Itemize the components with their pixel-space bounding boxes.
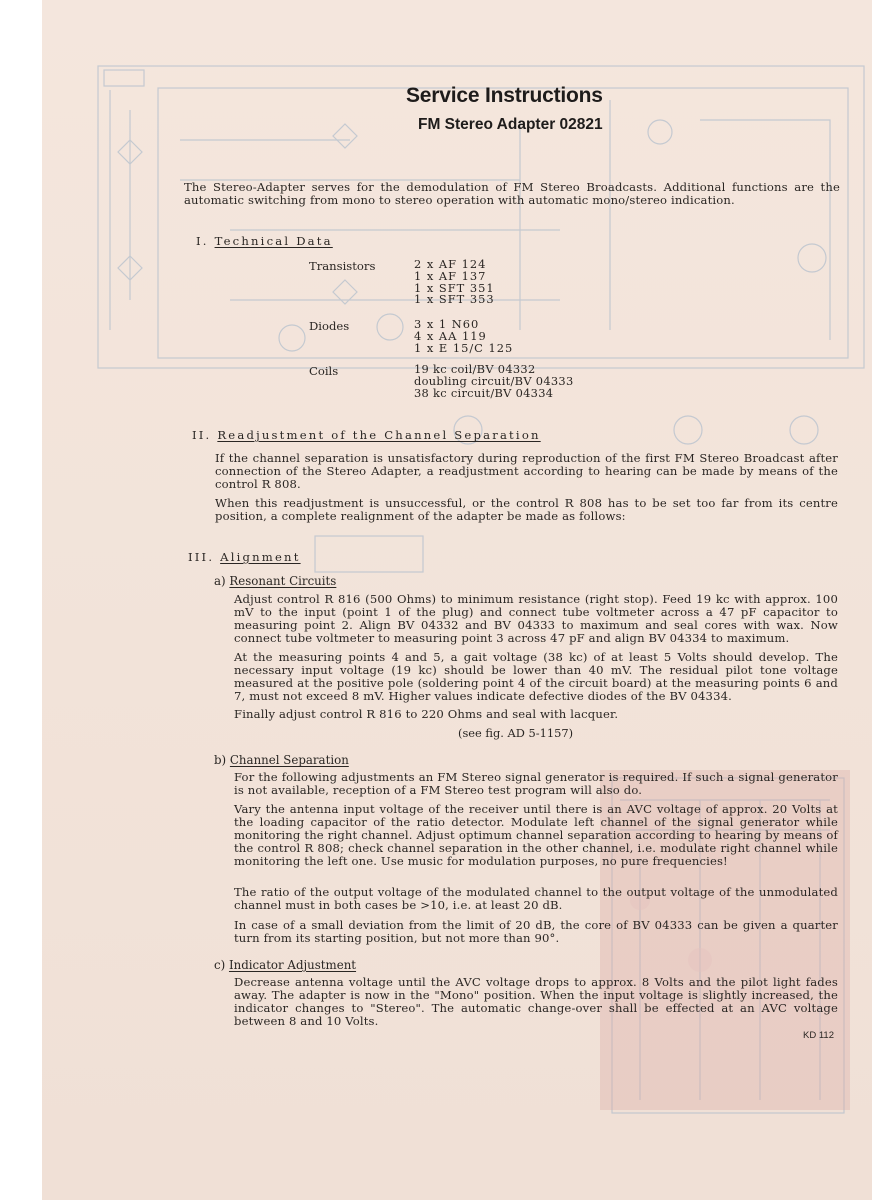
- section-1-number: I.: [196, 234, 209, 248]
- transistor-item: 1 x SFT 351: [414, 280, 495, 295]
- transistors-list: [414, 259, 495, 306]
- intro-paragraph: The Stereo-Adapter serves for the demodulation of FM Stereo Broadcasts. Additional functions are the automatic switching from mono to stereo operation with automatic mono/stereo indication.: [184, 180, 840, 207]
- subsection-b-paragraph: In case of a small deviation from the limit of 20 dB, the core of BV 04333 can be given a quarter turn from its starting position, but not more than 90°.: [234, 918, 838, 945]
- subsection-a-paragraph: At the measuring points 4 and 5, a gait voltage (38 kc) of at least 5 Volts should develop. The necessary input voltage (19 kc) should be lower than 40 mV. The residual pilot tone voltage measured at the positive pole (soldering point 4 of the circuit board) at the measuring points 6 and 7, must not exceed 8 mV. Higher values indicate defective diodes of the BV 04334.: [234, 650, 838, 703]
- subsection-a-letter: a): [214, 574, 226, 588]
- coils-list: [414, 364, 574, 399]
- subsection-b-heading: [214, 753, 349, 767]
- subsection-c-paragraph: Decrease antenna voltage until the AVC voltage drops to approx. 8 Volts and the pilot light fades away. The adapter is now in the "Mono" position. When the input voltage is slightly increased, the indicator changes to "Stereo". The automatic change-over shall be effected at an AVC voltage between 8 and 10 Volts.: [234, 975, 838, 1028]
- section-3-number: III.: [188, 550, 215, 564]
- section-3-heading: [188, 550, 301, 564]
- section-3-title: Alignment: [220, 550, 301, 564]
- subsection-b-paragraph: For the following adjustments an FM Stereo signal generator is required. If such a signal generator is not available, reception of a FM Stereo test program will also do.: [234, 770, 838, 797]
- section-2-paragraph: If the channel separation is unsatisfactory during reproduction of the first FM Stereo Broadcast after connection of the Stereo Adapter, a readjustment according to hearing can be made by means of the control R 808.: [215, 451, 838, 491]
- coils-label: Coils: [309, 364, 339, 378]
- section-2-heading: [192, 428, 541, 442]
- subsection-b-paragraph: The ratio of the output voltage of the modulated channel to the output voltage of the unmodulated channel must in both cases be >10, i.e. at least 20 dB.: [234, 885, 838, 912]
- coil-item: 38 kc circuit/BV 04334: [414, 385, 554, 400]
- transistor-item: 1 x AF 137: [414, 268, 487, 283]
- subsection-c-heading: [214, 958, 356, 972]
- section-2-title: Readjustment of the Channel Separation: [217, 428, 541, 442]
- diode-item: 3 x 1 N60: [414, 317, 480, 331]
- subsection-a-title: Resonant Circuits: [229, 574, 337, 588]
- subsection-a-heading: [214, 574, 336, 588]
- section-1-title: Technical Data: [214, 234, 333, 248]
- section-2-paragraph: When this readjustment is unsuccessful, or the control R 808 has to be set too far from its centre position, a complete realignment of the adapter be made as follows:: [215, 496, 838, 523]
- section-1-heading: [196, 234, 333, 248]
- subsection-a-paragraph: Adjust control R 816 (500 Ohms) to minimum resistance (right stop). Feed 19 kc with approx. 100 mV to the input (point 1 of the plug) and connect tube voltmeter across a 47 pF capacitor to measuring point 2. Align BV 04332 and BV 04333 to maximum and seal cores with wax. Now connect tube voltmeter to measuring point 3 across 47 pF and align BV 04334 to maximum.: [234, 592, 838, 645]
- coil-item: 19 kc coil/BV 04332: [414, 362, 536, 376]
- section-2-number: II.: [192, 428, 212, 442]
- subsection-c-letter: c): [214, 958, 226, 972]
- transistors-label: Transistors: [309, 259, 376, 273]
- subsection-b-paragraph: Vary the antenna input voltage of the receiver until there is an AVC voltage of approx. 20 Volts at the loading capacitor of the ratio detector. Modulate left channel of the signal generator while monitoring the right channel. Adjust optimum channel separation according to hearing by means of the control R 808; check channel separation in the other channel, i.e. modulate right channel while monitoring the left one. Use music for modulation purposes, no pure frequencies!: [234, 802, 838, 868]
- diode-item: 1 x E 15/C 125: [414, 340, 514, 355]
- diode-item: 4 x AA 119: [414, 328, 487, 343]
- diodes-label: Diodes: [309, 319, 350, 333]
- diodes-list: [414, 319, 513, 354]
- document-code: KD 112: [803, 1030, 834, 1041]
- transistor-item: 1 x SFT 353: [414, 292, 495, 307]
- page-title: Service Instructions: [406, 84, 603, 107]
- subsection-b-title: Channel Separation: [229, 753, 349, 767]
- page-subtitle: FM Stereo Adapter 02821: [418, 116, 603, 133]
- subsection-a-paragraph: Finally adjust control R 816 to 220 Ohms and seal with lacquer.: [234, 707, 619, 721]
- coil-item: doubling circuit/BV 04333: [414, 373, 574, 388]
- transistor-item: 2 x AF 124: [414, 257, 487, 271]
- subsection-c-title: Indicator Adjustment: [228, 958, 357, 972]
- subsection-b-letter: b): [214, 753, 227, 767]
- figure-reference: (see fig. AD 5-1157): [458, 726, 574, 740]
